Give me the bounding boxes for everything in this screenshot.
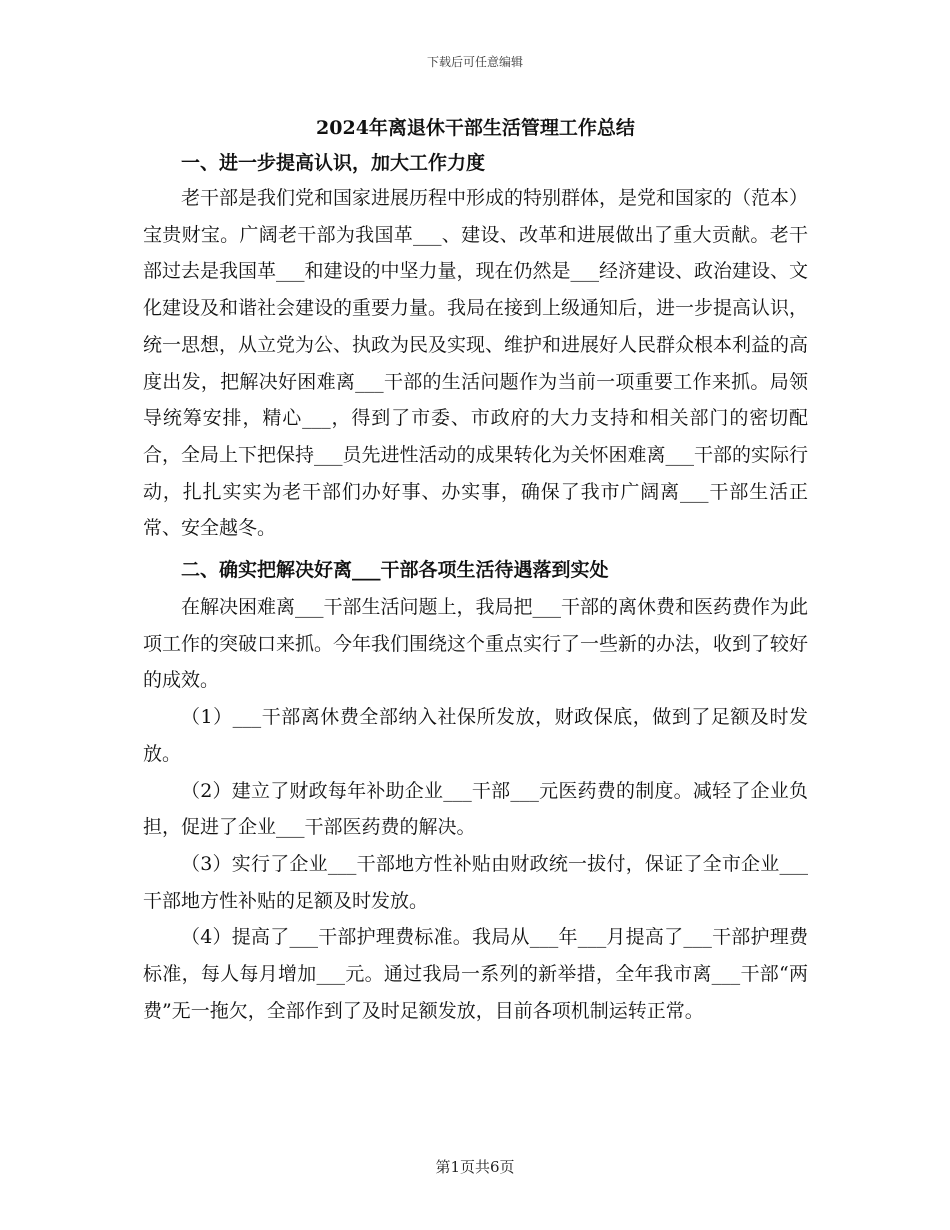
header-note: 下载后可任意编辑 — [426, 55, 523, 69]
section-1-heading: 一、进一步提高认识，加大工作力度 — [181, 152, 486, 174]
list-item-2: （2）建立了财政每年补助企业___干部___元医药费的制度。减轻了企业负担，促进了企业___干部医药费的解决。 — [143, 779, 808, 839]
document-title: 2024年离退休干部生活管理工作总结 — [316, 117, 635, 139]
document-body — [143, 112, 808, 1029]
list-item-4: （4）提高了___干部护理费标准。我局从___年___月提高了___干部护理费标准，每人每月增加___元。通过我局一系列的新举措，全年我市离___干部“两费”无一拖欠，全部作到了及时足额发放，目前各项机制运转正常。 — [143, 926, 808, 1022]
section-2-intro: 在解决困难离___干部生活问题上，我局把___干部的离休费和医药费作为此项工作的突破口来抓。今年我们围绕这个重点实行了一些新的办法，收到了较好的成效。 — [143, 596, 809, 692]
page-footer: 第1页共6页 — [435, 1158, 515, 1176]
section-1-paragraph: 老干部是我们党和国家进展历程中形成的特别群体，是党和国家的（范本）宝贵财宝。广阔老干部为我国革___、建设、改革和进展做出了重大贡献。老干部过去是我国革___和建设的中坚力量，现在仍然是___经济建设、政治建设、文化建设及和谐社会建设的重要力量。我局在接到上级通知后，进一步提高认识，统一思想，从立党为公、执政为民及实现、维护和进展好人民群众根本利益的高度出发，把解决好困难离___干部的生活问题作为当前一项重要工作来抓。局领导统筹安排，精心___，得到了市委、市政府的大力支持和相关部门的密切配合，全局上下把保持___员先进性活动的成果转化为关怀困难离___干部的实际行动，扎扎实实为老干部们办好事、办实事，确保了我市广阔离___干部生活正常、安全越冬。 — [143, 187, 809, 540]
section-2-heading: 二、确实把解决好离___干部各项生活待遇落到实处 — [181, 559, 609, 582]
list-item-3: （3）实行了企业___干部地方性补贴由财政统一拔付，保证了全市企业___干部地方性补贴的足额及时发放。 — [143, 852, 808, 912]
list-item-1: （1）___干部离休费全部纳入社保所发放，财政保底，做到了足额及时发放。 — [143, 706, 808, 765]
